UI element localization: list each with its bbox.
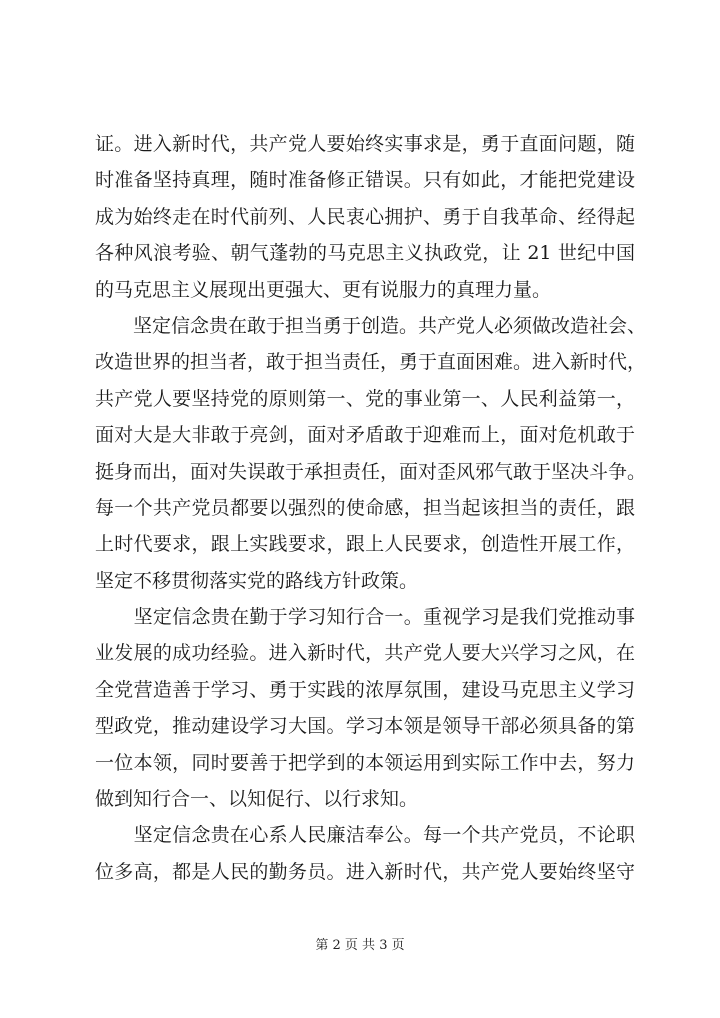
text-line: 业发展的成功经验。进入新时代，共产党人要大兴学习之风，在 <box>95 642 635 665</box>
text-line: 每一个共产党员都要以强烈的使命感，担当起该担当的责任，跟 <box>95 496 635 519</box>
paragraph-1 <box>95 126 635 308</box>
text-line: 坚定不移贯彻落实党的路线方针政策。 <box>95 569 419 592</box>
paragraph-2 <box>95 308 647 599</box>
text-line: 坚定信念贵在敢于担当勇于创造。共产党人必须做改造社会、 <box>95 314 647 337</box>
text-line: 面对大是大非敢于亮剑，面对矛盾敢于迎难而上，面对危机敢于 <box>95 424 635 447</box>
text-line: 坚定信念贵在心系人民廉洁奉公。每一个共产党员，不论职 <box>95 824 635 847</box>
text-line: 做到知行合一、以知促行、以行求知。 <box>95 788 419 811</box>
text-line: 一位本领，同时要善于把学到的本领运用到实际工作中去，努力 <box>95 751 635 774</box>
paragraph-4 <box>95 817 635 890</box>
text-line: 坚定信念贵在勤于学习知行合一。重视学习是我们党推动事 <box>95 606 635 629</box>
text-line: 挺身而出，面对失误敢于承担责任，面对歪风邪气敢于坚决斗争。 <box>95 460 647 483</box>
page-footer: 第 2 页 共 3 页 <box>315 938 405 953</box>
text-line: 共产党人要坚持党的原则第一、党的事业第一、人民利益第一， <box>95 387 635 410</box>
text-line: 型政党，推动建设学习大国。学习本领是领导干部必须具备的第 <box>95 715 635 738</box>
text-line: 各种风浪考验、朝气蓬勃的马克思主义执政党，让 21 世纪中国 <box>95 242 635 265</box>
text-line: 成为始终走在时代前列、人民衷心拥护、勇于自我革命、经得起 <box>95 205 635 228</box>
text-line: 的马克思主义展现出更强大、更有说服力的真理力量。 <box>95 278 552 301</box>
document-body <box>95 126 647 890</box>
text-line: 上时代要求，跟上实践要求，跟上人民要求，创造性开展工作， <box>95 533 635 556</box>
text-line: 时准备坚持真理，随时准备修正错误。只有如此，才能把党建设 <box>95 169 635 192</box>
text-line: 全党营造善于学习、勇于实践的浓厚氛围，建设马克思主义学习 <box>95 678 635 701</box>
text-line: 改造世界的担当者，敢于担当责任，勇于直面困难。进入新时代， <box>95 351 647 374</box>
paragraph-3 <box>95 599 635 817</box>
text-line: 位多高，都是人民的勤务员。进入新时代，共产党人要始终坚守 <box>95 860 635 883</box>
text-line: 证。进入新时代，共产党人要始终实事求是，勇于直面问题，随 <box>95 133 635 155</box>
